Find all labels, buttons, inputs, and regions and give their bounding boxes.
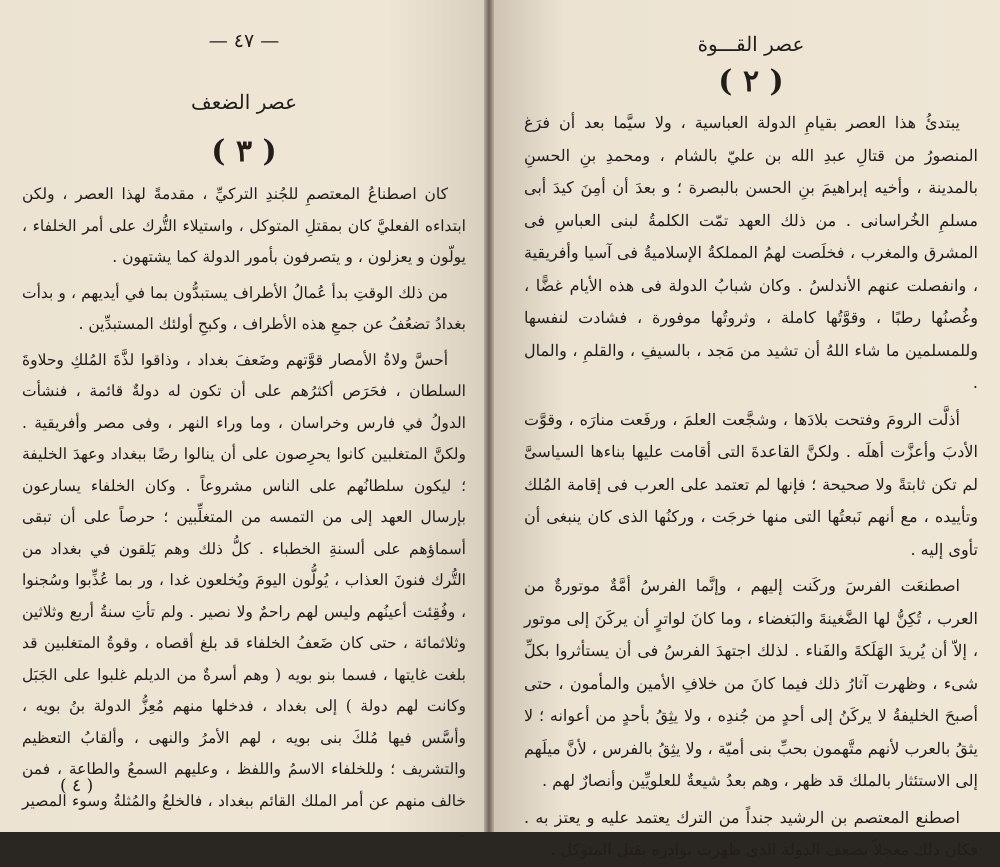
paragraph: من ذلك الوقتِ بدأ عُمالُ الأطراف يستبدُّون بما في أيديهم ، و بدأت بغدادُ تضعُفُ عن جمعِ هذه الأطراف ، وكبحِ أولئك المستبدِّين . bbox=[22, 283, 466, 333]
paragraph: أذلَّت الرومَ وفتحت بلادَها ، وشجَّعت العلمَ ، ورفَعت منارَه ، وقوَّت الأدبَ وأعزَّت أهلَه . ولكنَّ القاعدةَ التى أقامت عليها بناءها السياسىَّ لم تكن ثابتةً ولا صحيحة ؛ فإنها لم تعتمد على العرب فى إقامة المُلك وتأييده ، مع أنهم نَبعتُها التى منها خرجَت ، وركنُها الذى كان ينبغى أن تأوى إليه . bbox=[524, 409, 979, 559]
left-page bbox=[0, 0, 484, 841]
paragraph: اصطنعَت الفرسَ وركَنت إليهم ، وإنَّما الفرسُ أمَّةٌ موتورةٌ من العرب ، تُكِنُّ لها الضَّغينةَ والبَغضاء ، وما كانَ لواترٍ أن يركَنَ إلى موتور ، إلاّ أن يُريدَ الهَلَكةَ والفَناء . لذلك اجتهدَ الفرسُ فى أن يستأثروا بكلِّ شىء ، وظهرت آثارُ ذلك فيما كانَ من خلافِ الأمين والمأمون ، حتى أصبحَ الخليفةُ لا يركَنُ إلى أحدٍ من جُندِه ، ولا يثِقُ بأحدٍ من أعوانه ؛ لا يثقُ بالعرب لأنهم متَّهمون بحبِّ بنى أميّة ، ولا يثِقُ بالفرس ، لأنَّ ميلَهم إلى الاستئثار بالملك قد ظهر ، وهم بعدُ شيعةٌ للعلويِّين وأنصارٌ لهم . bbox=[524, 576, 978, 790]
running-title: عصر القـــوة bbox=[697, 32, 805, 56]
book-gutter bbox=[484, 0, 494, 832]
paragraph: أحسَّ ولاةُ الأمصار قوَّتهم وضَعفَ بغداد ، وذاقوا لذَّةَ المُلكِ وحلاوةَ السلطان ، فحَرَص أكثرُهم على أن تكون له دولةٌ قائمة ، فنشأت الدولُ في فارس وخراسان ، وما وراء النهر ، وفى مصر وأفريقية . ولكنَّ المتغلبين كانوا يحرِصون على أن ينالوا رضًا ببغداد وعهدَ الخليفة ؛ ليكون سلطانُهم على الناس مشروعاً . وكان الخلفاء يسارعون بإرسال العهد إلى من التمسه من المتغلِّبين ؛ حرصاً على أن تبقى أسماؤهم على ألسنةِ الخطباء . كلُّ ذلك وهم يَلقون في بغداد من التُّرك فنونَ العذاب ، يُولُّون اليومَ ويُخلعون غدا ، ور بما عُذِّبوا وسُجنوا ، وفُقِئت أعينُهم وليس لهم راحمٌ ولا نصير . ولم تأتِ سنةُ أربع وثلاثين وثلاثمائة ، حتى كان ضَعفُ الخلفاء قد بلغ أقصاه ، وقوةُ المتغلبين قد بلغت غايتها ، فسما بنو بويه ( وهم أسرةٌ من الديلم غلبوا على الجَبَل وكانت لهم دولة ) إلى بغداد ، فدخلها منهم مُعِزُّ الدولة بنُ بويه ، وأسَّس فيها مُلكَ بنى بويه ، لهم الأمرُ والنهى ، وألقابُ التعظيم والتشريف ؛ وللخلفاء الاسمُ واللفظ ، وعليهم السمعُ والطاعة ، فمن خالف منهم عن أمر الملك القائم ببغداد ، فالخلعُ والمُثلةُ وسوء المصير . bbox=[22, 350, 466, 841]
section-number: ( ٢ ) bbox=[718, 64, 784, 99]
paragraph: يبتدئُ هذا العصر بقيامِ الدولة العباسية ، ولا سيَّما بعد أن فرَغ المنصورُ من قتالِ عبدِ الله بن عليّ بالشام ، ومحمدِ بنِ الحسنِ بالمدينة ، وأخيه إبراهيمَ بنِ الحسن بالبصرة ؛ و بعدَ أن أمِنَ كيدَ أبى مسلمِ الخُراسانى . من ذلك العهد تمّت الكلمةُ لبنى العباسِ فى المشرق والمغرب ، فخلَصت لهمُ المملكةُ الإسلاميةُ فى آسيا وأفريقية ، وانفصلت عنهم الأندلسُ . وكان شبابُ الدولة فى هذه الأيام غضًّا ، وغُصنُها رطبًا ، وقوَّتُها كاملة ، وثروتُها موفورة ، فشادت لنفسها وللمسلمين ما شاء اللهُ أن تشيد من مَجد ، بالسيفِ ، والقلمِ ، والمال . bbox=[524, 113, 978, 392]
running-title: عصر الضعف bbox=[190, 90, 297, 114]
page-number: — ٤٧ — bbox=[208, 30, 280, 52]
paragraph: اصطنع المعتصم بن الرشيد جنداً من الترك يعتمد عليه و يعتز به . فكان ذلك معجلاً بضعف الدولة الذى ظهرت بوادره بقتل المتوكل . bbox=[524, 807, 978, 859]
paragraph: كان اصطناعُ المعتصمِ للجُندِ التركيِّ ، مقدمةً لهذا العصر ، ولكن ابتداءه الفعليَّ كان بمقتلِ المتوكل ، واستيلاء التُّرك على أمر الخلفاء ، يولّون و يعزلون ، و يتصرفون بأمور الدولة كما يشتهون . bbox=[22, 185, 466, 266]
footer-number: ( ٤ ) bbox=[60, 776, 94, 796]
section-number: ( ٣ ) bbox=[211, 134, 277, 169]
right-page bbox=[494, 0, 1000, 859]
